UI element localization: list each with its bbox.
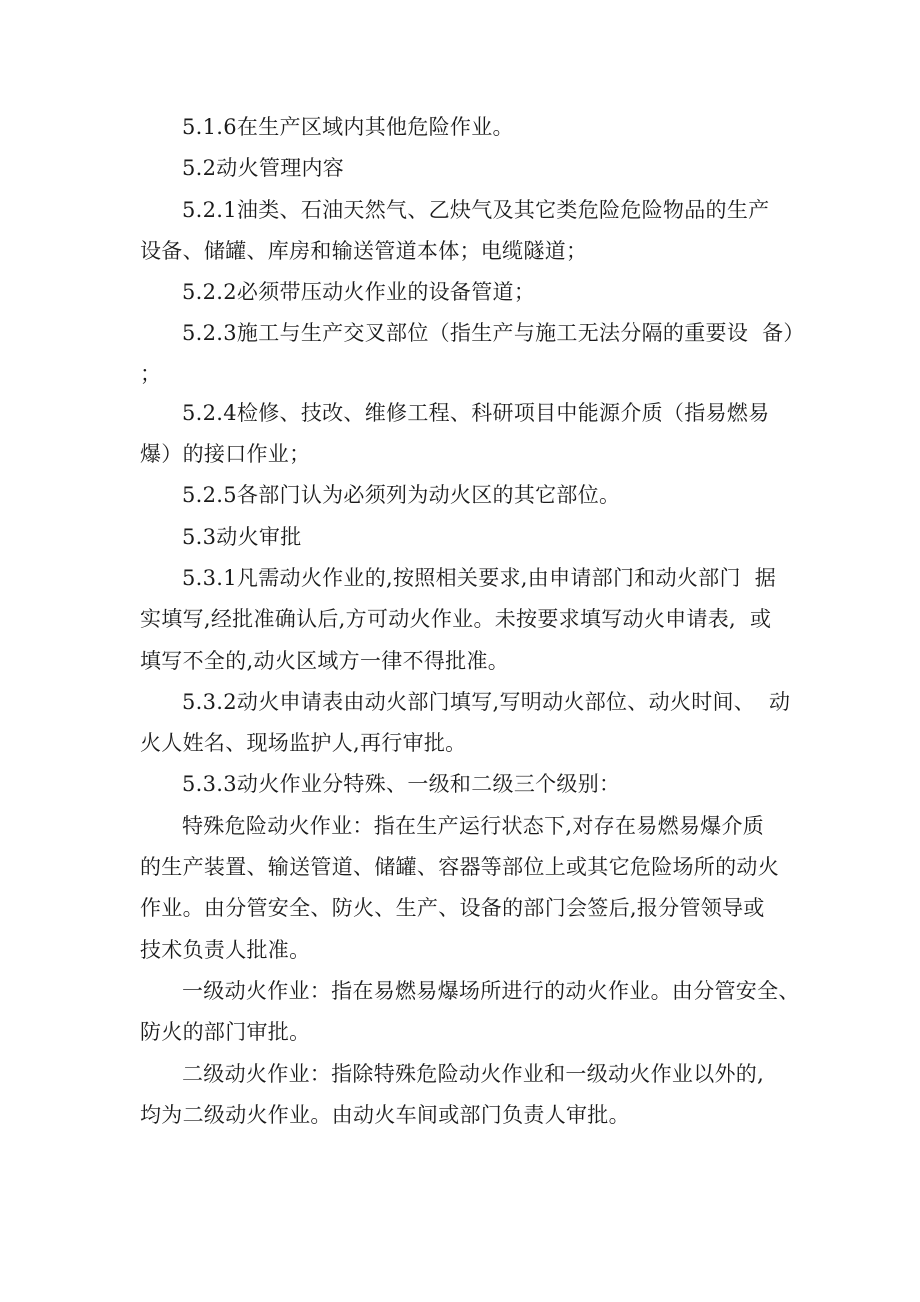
- section-heading: 5.2动火管理内容: [182, 156, 345, 181]
- paragraph-line: 的生产装置、输送管道、储罐、容器等部位上或其它危险场所的动火: [140, 855, 779, 880]
- section-heading: 5.3动火审批: [182, 524, 302, 549]
- paragraph-line: 5.2.5各部门认为必须列为动火区的其它部位。: [182, 483, 621, 508]
- paragraph-line: 5.1.6在生产区域内其他危险作业。: [182, 115, 514, 139]
- paragraph-line: 5.3.3动火作业分特殊、一级和二级三个级别：: [182, 772, 621, 797]
- paragraph-line: 火人姓名、现场监护人,再行审批。: [140, 731, 467, 756]
- paragraph-line: 一级动火作业：指在易燃易爆场所进行的动火作业。由分管安全、: [182, 978, 800, 1003]
- paragraph-line: 5.2.3施工与生产交叉部位（指生产与施工无法分隔的重要设 备）: [182, 321, 805, 346]
- paragraph-line: 5.3.1凡需动火作业的,按照相关要求,由申请部门和动火部门 据: [182, 565, 777, 590]
- paragraph-line: 均为二级动火作业。由动火车间或部门负责人审批。: [140, 1102, 630, 1127]
- paragraph-line: 填写不全的,动火区域方一律不得批准。: [140, 648, 510, 673]
- paragraph-line: 5.2.2必须带压动火作业的设备管道；: [182, 280, 536, 305]
- paragraph-line: 5.3.2动火申请表由动火部门填写,写明动火部位、动火时间、 动: [182, 689, 791, 714]
- paragraph-line: ；: [140, 361, 162, 386]
- paragraph-line: 技术负责人批准。: [140, 937, 311, 962]
- paragraph-line: 实填写,经批准确认后,方可动火作业。未按要求填写动火申请表, 或: [140, 607, 772, 632]
- paragraph-line: 二级动火作业：指除特殊危险动火作业和一级动火作业以外的,: [182, 1061, 765, 1086]
- paragraph-line: 作业。由分管安全、防火、生产、设备的部门会签后,报分管领导或: [140, 896, 765, 921]
- paragraph-line: 防火的部门审批。: [140, 1020, 311, 1045]
- paragraph-line: 爆）的接口作业；: [140, 442, 311, 467]
- document-body: [140, 107, 805, 1136]
- paragraph-line: 5.2.4检修、技改、维修工程、科研项目中能源介质（指易燃易: [182, 400, 770, 425]
- paragraph-line: 5.2.1油类、石油天然气、乙炔气及其它类危险危险物品的生产: [182, 197, 770, 222]
- paragraph-line: 特殊危险动火作业：指在生产运行状态下,对存在易燃易爆介质: [182, 813, 765, 838]
- paragraph-line: 设备、储罐、库房和输送管道本体；电缆隧道；: [140, 238, 588, 263]
